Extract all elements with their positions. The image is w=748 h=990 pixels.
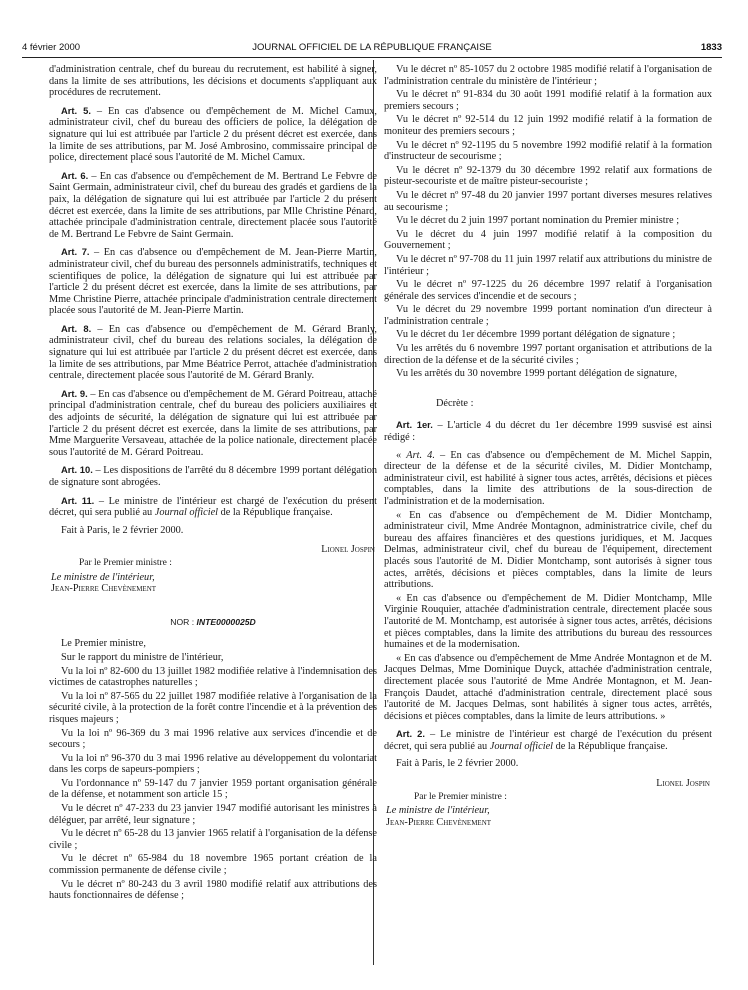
article-1 [384, 419, 712, 443]
visa: Vu le décret nº 92-1195 du 5 novembre 1992 modifié relatif à la formation d'instructeur de secourisme ; [384, 139, 712, 163]
article-9-text: – En cas d'absence ou d'empêchement de M. Gérard Poitreau, attaché principal d'administration centrale, chef du bureau des policiers auxiliaires et des adjoints de sécurité, la délégation de signature qui lui est attribuée par l'article 2 du présent décret est exercée, dans la limite de ses attributions, par Mme Marguerite Versaveau, attachée de la police nationale, directement placée sous l'autorité de M. Gérard Poitreau. [49, 388, 377, 458]
quoted-paragraph-3: « En cas d'absence ou d'empêchement de M. Didier Montchamp, Mlle Virginie Rouquier, attachée d'administration centrale, directement placée sous l'autorité de M. Montchamp, est autorisée à signer tous actes, arrêtés, décisions et pièces comptables, dans la limite des attributions du bureau des ressources humaines et de la modernisation. [384, 592, 712, 651]
article-8-text: – En cas d'absence ou d'empêchement de M. Gérard Branly, administrateur civil, chef du bureau des relations sociales, la délégation de signature qui lui est attribuée par l'article 2 du présent décret est exercée, dans la limite de ses attributions, par Mme Béatrice Perrot, attachée d'administration centrale, directement placée sous l'autorité de M. Gérard Branly. [49, 323, 377, 382]
article-7 [49, 246, 377, 317]
quoted-paragraph-2: « En cas d'absence ou d'empêchement de M. Didier Montchamp, administrateur civil, Mme Andrée Montagnon, administratrice civile, chef du bureau des affaires financières et des questions juridiques, et M. Jacques Delmas, administrateur civil, chef du bureau de l'équipement, directement placés sous l'autorité de M. Didier Montchamp, sont autorisés à signer tous actes, arrêtés, décisions et pièces comptables, dans la limite de leurs attributions. [384, 509, 712, 591]
visas-list [384, 64, 712, 380]
par-premier-ministre-right: Par le Premier ministre : [414, 791, 507, 802]
article-6 [49, 170, 377, 241]
header-date: 4 février 2000 [22, 42, 81, 53]
visa: Vu le décret nº 92-514 du 12 juin 1992 modifié relatif à la formation de moniteur des premiers secours ; [384, 114, 712, 137]
quoted-paragraph-1: – En cas d'absence ou d'empêchement de M. Michel Sappin, directeur de la défense et de la sécurité civiles, M. Didier Montchamp, administrateur civil, est habilité à signer tous actes, arrêtés, décisions et pièces comptables, dans la limite des attributions de la sous-direction de l'administration et de la modernisation. [384, 449, 712, 507]
minister-name: Jean-Pierre Chevènement [51, 583, 157, 595]
considerant: Sur le rapport du ministre de l'intérieur, [61, 651, 224, 663]
fait-a-paris: Fait à Paris, le 2 février 2000. [61, 524, 184, 536]
article-7-label: Art. 7. [61, 246, 90, 258]
left-column [49, 64, 377, 904]
nor-reference [49, 617, 377, 629]
nor-label: NOR : [170, 616, 197, 627]
minister-name-right: Jean-Pierre Chevènement [386, 816, 492, 828]
article-11-text-b: de la République française. [218, 507, 333, 519]
considerant: Vu l'ordonnance nº 59-147 du 7 janvier 1959 portant organisation générale de la défense, et notamment son article 15 ; [49, 777, 377, 801]
article-8-label: Art. 8. [61, 322, 92, 334]
considerant: Le Premier ministre, [61, 638, 146, 650]
visa: Vu le décret du 4 juin 1997 modifié relatif à la composition du Gouvernement ; [384, 228, 712, 252]
considerants-list [49, 638, 377, 901]
article-1-text: – L'article 4 du décret du 1er décembre 1999 susvisé est ainsi rédigé : [384, 420, 712, 444]
visa: Vu les arrêtés du 6 novembre 1997 portant organisation et attributions de la direction de la défense et de la sécurité civiles ; [384, 343, 712, 366]
article-2-text-a: – Le ministre de l'intérieur est chargé de l'exécution du présent décret, qui sera publié au [384, 729, 712, 752]
par-premier-ministre: Par le Premier ministre : [79, 557, 172, 568]
article-7-text: – En cas d'absence ou d'empêchement de M. Jean-Pierre Martin, administrateur civil, chef du bureau des personnels administratifs, techniques et scientifiques de police, la délégation de signature qui lui est attribuée par l'article 2 du présent décret est exercée, dans la limite de ses attributions, par Mme Christine Pierre, attachée principale d'administration centrale directement placée sous l'autorité de M. Jean-Pierre Martin. [49, 247, 377, 317]
decrete-heading: Décrète : [436, 397, 474, 409]
intro-paragraph: d'administration centrale, chef du bureau du recrutement, est habilité à signer, dans la limite de ses attributions, les décisions et documents s'appliquant aux procédures de recrutement. [49, 64, 377, 99]
article-10-text: – Les dispositions de l'arrêté du 8 décembre 1999 portant délégation de signature sont abrogées. [49, 465, 377, 488]
article-1-label: Art. 1er. [396, 419, 433, 431]
article-10 [49, 464, 377, 488]
visa: Vu le décret du 2 juin 1997 portant nomination du Premier ministre ; [396, 215, 680, 227]
article-9 [49, 388, 377, 459]
article-10-label: Art. 10. [61, 464, 93, 476]
article-2-label: Art. 2. [396, 728, 425, 740]
minister-title-right: Le ministre de l'intérieur, [386, 805, 490, 817]
header-journal-title: JOURNAL OFFICIEL DE LA RÉPUBLIQUE FRANÇAISE [252, 42, 492, 53]
article-5 [49, 105, 377, 164]
article-11-journal: Journal officiel [154, 507, 218, 519]
article-5-text: – En cas d'absence ou d'empêchement de M. Michel Camux, administrateur civil, chef du bureau des officiers de police, la délégation de signature qui lui est attribuée par l'article 2 du présent décret est exercée, dans la limite de ses attributions, par M. José Ambrosino, commissaire principal de police, directement placé sous l'autorité de M. Michel Camux. [49, 105, 377, 164]
considerant: Vu la loi nº 82-600 du 13 juillet 1982 modifiée relative à l'indemnisation des victimes de catastrophes naturelles ; [49, 665, 377, 689]
nor-code: INTE0000025D [196, 616, 256, 627]
quoted-paragraph-4: « En cas d'absence ou d'empêchement de Mme Andrée Montagnon et de M. Jacques Delmas, Mme Dominique Duyck, attachée d'administration centrale, directement placée sous l'autorité de Mme Andrée Montagnon, et M. Jean-François Daudet, attaché d'administration centrale, directement placé sous l'autorité de M. Jacques Delmas, sont habilités à signer tous actes, arrêtés, décisions et pièces comptables, dans la limite de leurs attributions. » [384, 652, 712, 722]
header-page-number: 1833 [700, 42, 722, 53]
visa: Vu le décret nº 92-1379 du 30 décembre 1992 relatif aux formations de pisteur-secouriste et de maître pisteur-secouriste ; [384, 164, 712, 188]
considerant: Vu la loi nº 87-565 du 22 juillet 1987 modifiée relative à l'organisation de la sécurité civile, à la protection de la forêt contre l'incendie et à la prévention des risques majeurs ; [49, 690, 377, 725]
article-9-label: Art. 9. [61, 387, 88, 399]
visa: Vu les arrêtés du 30 novembre 1999 portant délégation de signature, [396, 368, 678, 380]
article-11-label: Art. 11. [61, 494, 95, 506]
visa: Vu le décret nº 97-708 du 11 juin 1997 relatif aux attributions du ministre de l'intérieur ; [384, 253, 712, 277]
article-2-text-b: de la République française. [553, 740, 668, 752]
article-2 [384, 728, 712, 752]
visa: Vu le décret nº 97-48 du 20 janvier 1997 portant diverses mesures relatives au secourisme ; [384, 189, 712, 213]
quoted-article-label: Art. 4. [406, 449, 435, 461]
page-header [22, 42, 722, 56]
article-8 [49, 323, 377, 382]
header-rule [22, 57, 722, 58]
right-column [384, 64, 712, 828]
quoted-article-4 [384, 450, 712, 508]
considerant: Vu le décret nº 65-984 du 18 novembre 1965 portant création de la commission permanente de défense civile ; [49, 853, 377, 877]
minister-title: Le ministre de l'intérieur, [51, 571, 155, 583]
signatory-name-right: Lionel Jospin [656, 778, 710, 790]
article-2-journal: Journal officiel [489, 740, 553, 752]
article-11-text-a: – Le ministre de l'intérieur est chargé de l'exécution du présent décret, qui sera publié au [49, 495, 377, 519]
visa: Vu le décret nº 85-1057 du 2 octobre 1985 modifié relatif à l'organisation de l'administration centrale du ministère de l'intérieur ; [384, 64, 712, 87]
article-6-label: Art. 6. [61, 169, 89, 181]
signatory-name: Lionel Jospin [321, 544, 375, 556]
fait-a-paris-right: Fait à Paris, le 2 février 2000. [396, 758, 519, 770]
considerant: Vu le décret nº 65-28 du 13 janvier 1965 relatif à l'organisation de la défense civile ; [49, 828, 377, 851]
visa: Vu le décret nº 97-1225 du 26 décembre 1997 relatif à l'organisation générale des services d'incendie et de secours ; [384, 279, 712, 302]
visa: Vu le décret du 29 novembre 1999 portant nomination d'un directeur à l'administration centrale ; [384, 304, 712, 327]
visa: Vu le décret nº 91-834 du 30 août 1991 modifié relatif à la formation aux premiers secours ; [384, 89, 712, 112]
article-5-label: Art. 5. [61, 104, 91, 116]
visa: Vu le décret du 1er décembre 1999 portant délégation de signature ; [396, 329, 676, 341]
quote-open: « [396, 449, 407, 461]
article-11 [49, 495, 377, 519]
considerant: Vu le décret nº 80-243 du 3 avril 1980 modifié relatif aux attributions des hauts fonctionnaires de défense ; [49, 878, 377, 902]
article-6-text: – En cas d'absence ou d'empêchement de M. Bertrand Le Febvre de Saint Germain, administrateur civil, chef du bureau des gradés et gardiens de la paix, la délégation de signature qui lui est attribuée par l'article 2 du présent décret est exercée, dans la limite de ses attributions, par Mlle Christine Pénard, attachée principale d'administration centrale, directement placée sous l'autorité de M. Bertrand Le Febvre de Saint Germain. [49, 170, 377, 240]
considerant: Vu le décret nº 47-233 du 23 janvier 1947 modifié autorisant les ministres à déléguer, par arrêté, leur signature ; [49, 803, 377, 826]
considerant: Vu la loi nº 96-370 du 3 mai 1996 relative au développement du volontariat dans les corps de sapeurs-pompiers ; [49, 752, 377, 776]
considerant: Vu la loi nº 96-369 du 3 mai 1996 relative aux services d'incendie et de secours ; [49, 727, 377, 751]
